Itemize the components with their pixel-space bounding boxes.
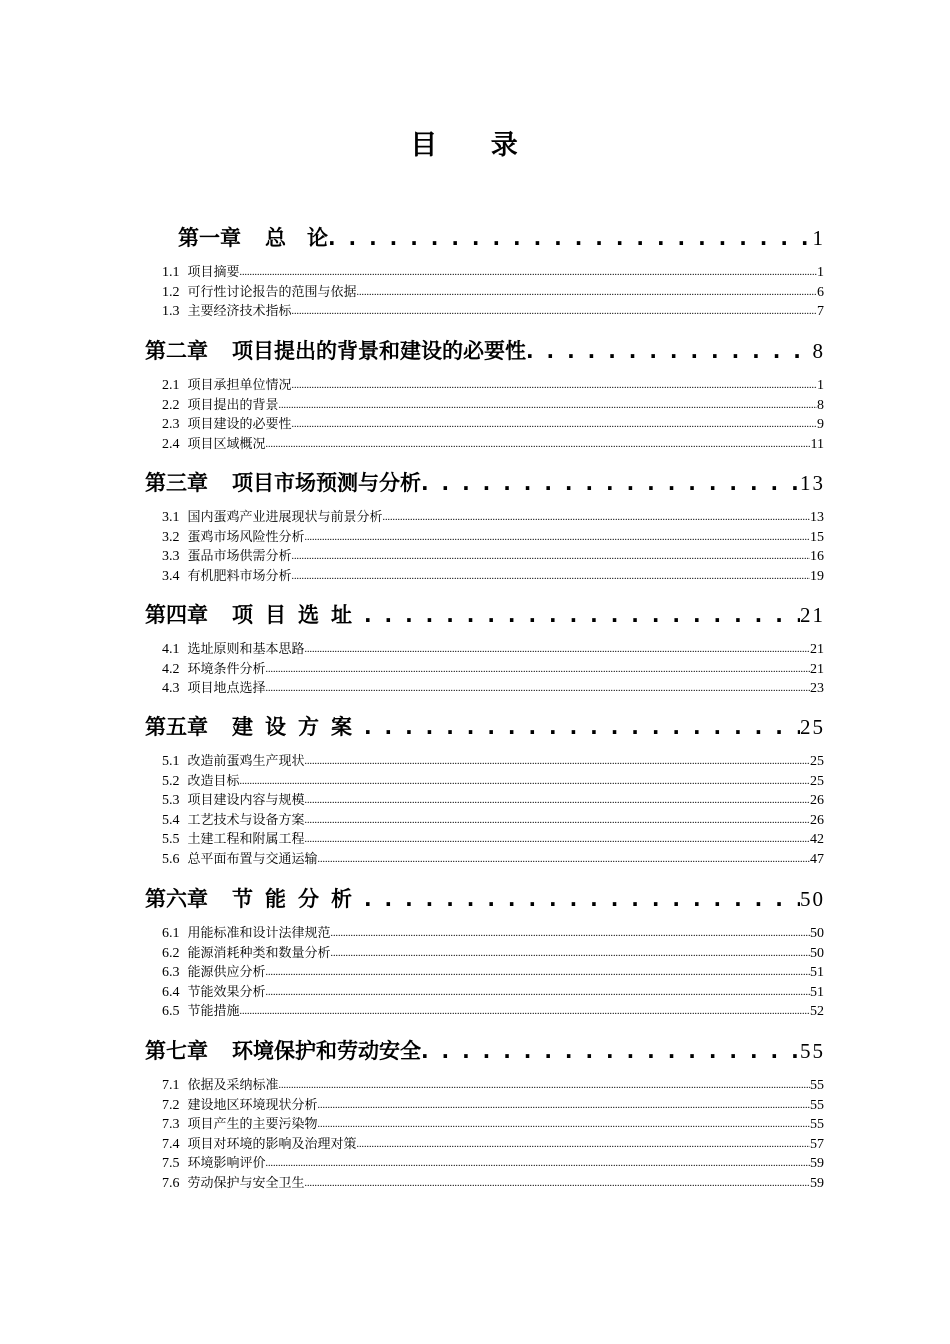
entry-title: 工艺技术与设备方案 bbox=[187, 812, 305, 828]
dot-leader bbox=[266, 984, 810, 1002]
dot-leader bbox=[292, 548, 810, 566]
toc-entry[interactable] bbox=[162, 1114, 824, 1134]
entry-page-number: 7 bbox=[817, 304, 824, 320]
chapter-label: 第六章 bbox=[145, 887, 208, 911]
dot-leader bbox=[240, 264, 817, 282]
chapter-title: 环境保护和劳动安全 bbox=[232, 1039, 421, 1063]
toc-entry[interactable] bbox=[162, 282, 824, 302]
dot-leader bbox=[364, 599, 800, 631]
entry-number: 5.5 bbox=[162, 832, 180, 848]
entry-number: 5.4 bbox=[162, 812, 180, 828]
chapter-label: 第七章 bbox=[145, 1039, 208, 1063]
entry-number: 2.1 bbox=[162, 378, 180, 393]
dot-leader bbox=[292, 377, 817, 395]
toc-entry[interactable] bbox=[162, 923, 824, 943]
entry-number: 6.5 bbox=[162, 1004, 180, 1020]
entry-title: 节能措施 bbox=[187, 1004, 240, 1020]
toc-entry[interactable] bbox=[162, 262, 824, 282]
toc-entry[interactable] bbox=[162, 1173, 824, 1193]
entry-page-number: 50 bbox=[810, 945, 824, 961]
chapter-heading[interactable] bbox=[145, 883, 825, 915]
dot-leader bbox=[364, 883, 800, 915]
entry-page-number: 51 bbox=[810, 984, 824, 1000]
dot-leader bbox=[292, 303, 817, 321]
toc-entry[interactable] bbox=[162, 943, 824, 963]
entry-page-number: 25 bbox=[810, 754, 824, 769]
chapter-page-number: 1 bbox=[812, 226, 825, 250]
chapter-title: 节能分析 bbox=[232, 887, 364, 911]
toc-entry[interactable] bbox=[162, 434, 824, 454]
chapter-label: 第二章 bbox=[145, 339, 208, 363]
chapter-title: 项目市场预测与分析 bbox=[232, 471, 421, 495]
entry-page-number: 42 bbox=[810, 832, 824, 848]
entry-page-number: 19 bbox=[810, 568, 824, 584]
entry-title: 项目建设内容与规模 bbox=[187, 793, 305, 809]
dot-leader bbox=[305, 812, 810, 830]
entry-page-number: 1 bbox=[817, 378, 824, 393]
chapter-page-number: 8 bbox=[812, 339, 825, 363]
entry-title: 劳动保护与安全卫生 bbox=[187, 1176, 305, 1191]
dot-leader bbox=[279, 1077, 810, 1095]
dot-leader bbox=[331, 925, 810, 943]
chapter-heading[interactable] bbox=[145, 467, 825, 499]
entry-number: 5.1 bbox=[162, 754, 180, 769]
entry-page-number: 26 bbox=[810, 812, 824, 828]
entry-page-number: 11 bbox=[810, 436, 824, 452]
entry-number: 4.3 bbox=[162, 681, 180, 697]
entry-page-number: 26 bbox=[810, 793, 824, 809]
entry-title: 项目区域概况 bbox=[187, 436, 266, 452]
dot-leader bbox=[240, 1003, 810, 1021]
toc-entry[interactable] bbox=[162, 849, 824, 869]
entry-page-number: 59 bbox=[810, 1176, 824, 1191]
entry-title: 项目对环境的影响及治理对策 bbox=[187, 1136, 357, 1152]
entry-page-number: 52 bbox=[810, 1004, 824, 1020]
chapter-page-number: 55 bbox=[800, 1039, 825, 1063]
entry-number: 7.2 bbox=[162, 1097, 180, 1113]
entry-number: 1.1 bbox=[162, 265, 180, 280]
dot-leader bbox=[266, 680, 810, 698]
entry-title: 项目提出的背景 bbox=[187, 397, 279, 413]
entry-title: 用能标准和设计法律规范 bbox=[187, 926, 331, 941]
entry-page-number: 51 bbox=[810, 965, 824, 981]
dot-leader bbox=[331, 945, 810, 963]
entry-number: 2.4 bbox=[162, 436, 180, 452]
toc-title: 目 录 bbox=[410, 130, 540, 161]
entry-number: 1.2 bbox=[162, 284, 180, 300]
entry-number: 4.2 bbox=[162, 661, 180, 677]
toc-entry[interactable] bbox=[162, 375, 824, 395]
chapter-page-number: 13 bbox=[800, 471, 825, 495]
entry-page-number: 50 bbox=[810, 926, 824, 941]
entry-page-number: 23 bbox=[810, 681, 824, 697]
entry-page-number: 55 bbox=[810, 1117, 824, 1133]
entry-title: 能源供应分析 bbox=[187, 965, 266, 981]
toc-entry[interactable] bbox=[162, 414, 824, 434]
entry-number: 6.2 bbox=[162, 945, 180, 961]
toc-entry[interactable] bbox=[162, 771, 824, 791]
entry-number: 3.4 bbox=[162, 568, 180, 584]
entry-number: 6.1 bbox=[162, 926, 180, 941]
dot-leader bbox=[421, 1035, 800, 1067]
chapter-title: 项目提出的背景和建设的必要性 bbox=[232, 339, 526, 363]
chapter-label: 第一章 bbox=[178, 226, 241, 250]
entry-page-number: 25 bbox=[810, 773, 824, 789]
dot-leader bbox=[266, 1155, 810, 1173]
entry-title: 选址原则和基本思路 bbox=[187, 642, 305, 657]
dot-leader bbox=[266, 964, 810, 982]
entry-title: 环境条件分析 bbox=[187, 661, 266, 677]
entry-page-number: 1 bbox=[817, 265, 824, 280]
chapter-label: 第四章 bbox=[145, 603, 208, 627]
entry-title: 蛋品市场供需分析 bbox=[187, 549, 292, 565]
chapter-heading[interactable] bbox=[178, 222, 825, 254]
toc-entry[interactable] bbox=[162, 527, 824, 547]
toc-entry[interactable] bbox=[162, 395, 824, 415]
entry-title: 可行性讨论报告的范围与依据 bbox=[187, 284, 357, 300]
toc-entry[interactable] bbox=[162, 982, 824, 1002]
chapter-title: 总 论 bbox=[265, 226, 328, 250]
toc-entry[interactable] bbox=[162, 566, 824, 586]
toc-entry[interactable] bbox=[162, 546, 824, 566]
entry-title: 有机肥料市场分析 bbox=[187, 568, 292, 584]
toc-entry[interactable] bbox=[162, 1153, 824, 1173]
entry-number: 7.6 bbox=[162, 1176, 180, 1191]
toc-entry[interactable] bbox=[162, 659, 824, 679]
entry-number: 5.6 bbox=[162, 852, 180, 867]
dot-leader bbox=[357, 284, 817, 302]
dot-leader bbox=[305, 529, 810, 547]
entry-title: 蛋鸡市场风险性分析 bbox=[187, 529, 305, 545]
entry-title: 土建工程和附属工程 bbox=[187, 832, 305, 848]
toc-entry[interactable] bbox=[162, 507, 824, 527]
entry-page-number: 47 bbox=[810, 852, 824, 867]
dot-leader bbox=[318, 1116, 810, 1134]
toc-entry[interactable] bbox=[162, 1095, 824, 1115]
entry-title: 依据及采纳标准 bbox=[187, 1078, 279, 1093]
entry-page-number: 21 bbox=[810, 661, 824, 677]
entry-title: 环境影响评价 bbox=[187, 1156, 266, 1172]
entry-page-number: 55 bbox=[810, 1097, 824, 1113]
entry-number: 3.3 bbox=[162, 549, 180, 565]
dot-leader bbox=[279, 397, 817, 415]
chapter-title: 项目选址 bbox=[232, 603, 364, 627]
dot-leader bbox=[305, 641, 810, 659]
chapter-page-number: 21 bbox=[800, 603, 825, 627]
dot-leader bbox=[421, 467, 800, 499]
chapter-label: 第三章 bbox=[145, 471, 208, 495]
entry-title: 项目产生的主要污染物 bbox=[187, 1117, 318, 1133]
chapter-label: 第五章 bbox=[145, 715, 208, 739]
entry-title: 建设地区环境现状分析 bbox=[187, 1097, 318, 1113]
chapter-heading[interactable] bbox=[145, 711, 825, 743]
entry-number: 7.3 bbox=[162, 1117, 180, 1133]
entry-number: 3.2 bbox=[162, 529, 180, 545]
toc-entry[interactable] bbox=[162, 1001, 824, 1021]
entry-number: 6.3 bbox=[162, 965, 180, 981]
entry-number: 7.1 bbox=[162, 1078, 180, 1093]
entry-title: 项目承担单位情况 bbox=[187, 378, 292, 393]
entry-number: 7.4 bbox=[162, 1136, 180, 1152]
dot-leader bbox=[266, 436, 811, 454]
dot-leader bbox=[240, 773, 810, 791]
entry-title: 改造目标 bbox=[187, 773, 240, 789]
entry-title: 改造前蛋鸡生产现状 bbox=[187, 754, 305, 769]
dot-leader bbox=[357, 1136, 810, 1154]
entry-title: 主要经济技术指标 bbox=[187, 304, 292, 320]
dot-leader bbox=[364, 711, 800, 743]
entry-number: 7.5 bbox=[162, 1156, 180, 1172]
entry-page-number: 6 bbox=[817, 284, 824, 300]
dot-leader bbox=[305, 831, 810, 849]
entry-number: 1.3 bbox=[162, 304, 180, 320]
entry-title: 节能效果分析 bbox=[187, 984, 266, 1000]
entry-number: 3.1 bbox=[162, 510, 180, 525]
toc-entry[interactable] bbox=[162, 639, 824, 659]
entry-title: 项目建设的必要性 bbox=[187, 417, 292, 433]
entry-page-number: 13 bbox=[810, 510, 824, 525]
dot-leader bbox=[292, 568, 810, 586]
entry-page-number: 16 bbox=[810, 549, 824, 565]
dot-leader bbox=[318, 851, 810, 869]
entry-title: 国内蛋鸡产业进展现状与前景分析 bbox=[187, 510, 383, 525]
entry-title: 能源消耗种类和数量分析 bbox=[187, 945, 331, 961]
entry-title: 项目摘要 bbox=[187, 265, 240, 280]
chapter-heading[interactable] bbox=[145, 599, 825, 631]
toc-entry[interactable] bbox=[162, 810, 824, 830]
toc-entry[interactable] bbox=[162, 751, 824, 771]
entry-title: 总平面布置与交通运输 bbox=[187, 852, 318, 867]
dot-leader bbox=[328, 222, 813, 254]
entry-page-number: 9 bbox=[817, 417, 824, 433]
entry-page-number: 8 bbox=[817, 397, 824, 413]
dot-leader bbox=[305, 753, 810, 771]
entry-number: 6.4 bbox=[162, 984, 180, 1000]
entry-number: 4.1 bbox=[162, 642, 180, 657]
entry-page-number: 55 bbox=[810, 1078, 824, 1093]
toc-entry[interactable] bbox=[162, 790, 824, 810]
toc-entry[interactable] bbox=[162, 1134, 824, 1154]
toc-entry[interactable] bbox=[162, 301, 824, 321]
entry-page-number: 15 bbox=[810, 529, 824, 545]
chapter-page-number: 50 bbox=[800, 887, 825, 911]
dot-leader bbox=[292, 416, 817, 434]
chapter-heading[interactable] bbox=[145, 1035, 825, 1067]
entry-title: 项目地点选择 bbox=[187, 681, 266, 697]
entry-number: 5.3 bbox=[162, 793, 180, 809]
toc-entry[interactable] bbox=[162, 678, 824, 698]
toc-entry[interactable] bbox=[162, 1075, 824, 1095]
chapter-page-number: 25 bbox=[800, 715, 825, 739]
entry-number: 2.3 bbox=[162, 417, 180, 433]
dot-leader bbox=[266, 661, 810, 679]
dot-leader bbox=[305, 792, 810, 810]
chapter-heading[interactable] bbox=[145, 335, 825, 367]
entry-number: 5.2 bbox=[162, 773, 180, 789]
toc-entry[interactable] bbox=[162, 829, 824, 849]
entry-number: 2.2 bbox=[162, 397, 180, 413]
dot-leader bbox=[318, 1097, 810, 1115]
entry-page-number: 21 bbox=[810, 642, 824, 657]
chapter-title: 建设方案 bbox=[232, 715, 364, 739]
entry-page-number: 59 bbox=[810, 1156, 824, 1172]
dot-leader bbox=[305, 1175, 810, 1193]
dot-leader bbox=[383, 509, 810, 527]
entry-page-number: 57 bbox=[810, 1136, 824, 1152]
toc-entry[interactable] bbox=[162, 962, 824, 982]
dot-leader bbox=[526, 335, 813, 367]
